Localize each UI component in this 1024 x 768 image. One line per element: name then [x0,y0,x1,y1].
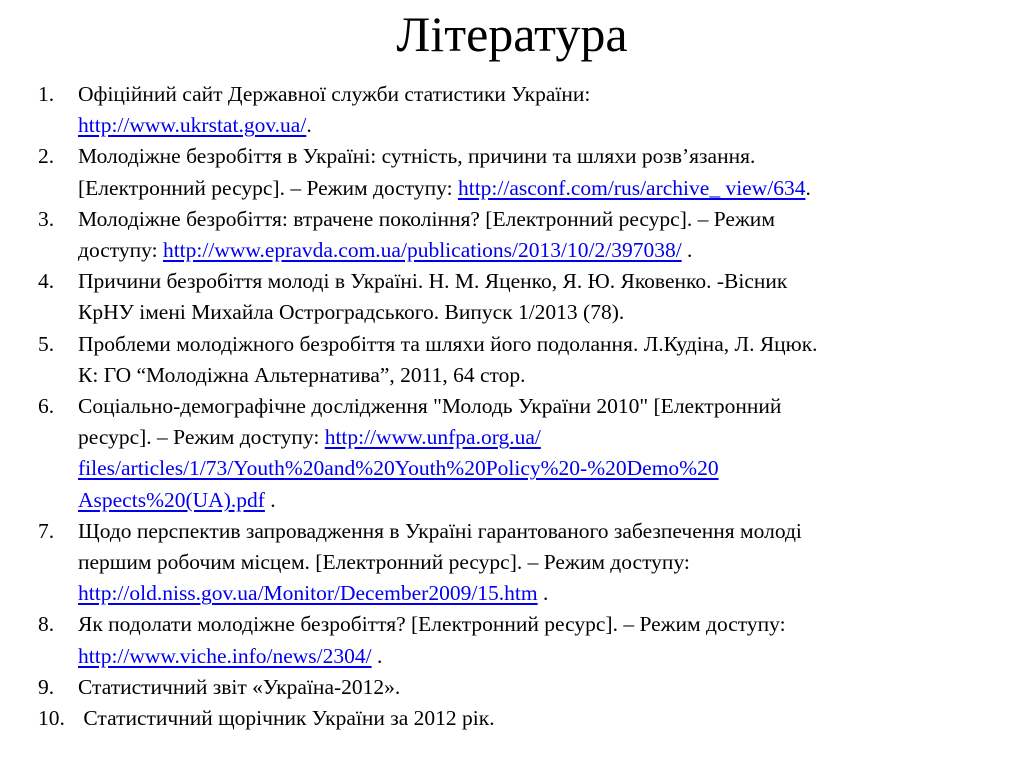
reference-text: Причини безробіття молоді в Україні. Н. М. Яценко, Я. Ю. Яковенко. -Вісник [78,269,788,294]
reference-line [78,266,998,297]
reference-text: Статистичний звіт «Україна-2012». [78,674,401,699]
reference-item [38,672,998,703]
reference-link[interactable]: http://old.niss.gov.ua/Monitor/December2009/15.htm [78,581,538,606]
reference-line [78,485,998,516]
reference-text: першим робочим місцем. [Електронний ресурс]. – Режим доступу: [78,550,690,575]
reference-link[interactable]: files/articles/1/73/Youth%20and%20Youth%20Policy%20-%20Demo%20 [78,456,719,481]
reference-item [38,79,998,141]
reference-text: Щодо перспектив запровадження в Україні гарантованого забезпечення молоді [78,518,802,543]
reference-link[interactable]: http://www.unfpa.org.ua/ [324,425,541,450]
reference-line [78,110,998,141]
reference-text: Соціально-демографічне дослідження "Молодь України 2010" [Електронний [78,394,782,419]
reference-link[interactable]: http://www.viche.info/news/2304/ [78,643,372,668]
reference-line [78,516,998,547]
reference-line [78,360,998,391]
reference-item [38,516,998,610]
reference-line [78,329,998,360]
reference-text: Проблеми молодіжного безробіття та шляхи його подолання. Л.Кудіна, Л. Яцюк. [78,331,818,356]
reference-item [38,609,998,671]
reference-number: 6. [38,394,55,419]
reference-line [78,173,998,204]
reference-item [38,391,998,516]
reference-item [38,703,998,734]
reference-text: Статистичний щорічник України за 2012 рік. [78,706,495,731]
reference-number: 7. [38,518,55,543]
reference-text: Молодіжне безробіття в Україні: сутність, причини та шляхи розв’язання. [78,144,756,169]
reference-text: К: ГО “Молодіжна Альтернатива”, 2011, 64 стор. [78,362,526,387]
reference-line [78,672,998,703]
reference-line [78,641,998,672]
reference-number: 8. [38,612,55,637]
reference-list [38,79,998,734]
reference-text: Як подолати молодіжне безробіття? [Електронний ресурс]. – Режим доступу: [78,612,786,637]
reference-text: Офіційний сайт Державної служби статистики України: [78,82,591,106]
reference-line [78,141,998,172]
reference-link[interactable]: http://asconf.com/rus/archive_ view/634 [457,175,806,200]
reference-text: . [306,113,312,138]
reference-text: [Електронний ресурс]. – Режим доступу: [78,175,458,200]
reference-line [78,204,998,235]
reference-link[interactable]: http://www.ukrstat.gov.ua/ [78,113,307,138]
reference-text: . [681,238,693,263]
reference-line [78,79,998,110]
reference-line [78,422,998,453]
reference-number: 2. [38,144,55,169]
reference-text: . [805,175,811,200]
page-title: Література [396,6,628,62]
reference-text: ресурс]. – Режим доступу: [78,425,325,450]
reference-text: КрНУ імені Михайла Остроградського. Випуск 1/2013 (78). [78,300,625,325]
reference-number: 9. [38,674,55,699]
reference-number: 4. [38,269,55,294]
reference-number: 10. [38,706,65,731]
reference-item [38,204,998,266]
reference-line [78,391,998,422]
reference-number: 1. [38,82,55,106]
reference-line [78,609,998,640]
reference-line [78,703,998,734]
reference-number: 5. [38,331,55,356]
reference-line [78,547,998,578]
reference-item [38,141,998,203]
reference-link[interactable]: http://www.epravda.com.ua/publications/2013/10/2/397038/ [162,238,682,263]
reference-link[interactable]: Aspects%20(UA).pdf [78,487,265,512]
reference-text: . [371,643,383,668]
reference-line [78,297,998,328]
reference-text: . [537,581,549,606]
reference-number: 3. [38,206,55,231]
reference-line [78,453,998,484]
reference-text: доступу: [78,238,163,263]
reference-text: Молодіжне безробіття: втрачене покоління? [Електронний ресурс]. – Режим [78,206,775,231]
reference-item [38,266,998,328]
reference-line [78,578,998,609]
reference-text: . [264,487,276,512]
reference-item [38,329,998,391]
reference-line [78,235,998,266]
